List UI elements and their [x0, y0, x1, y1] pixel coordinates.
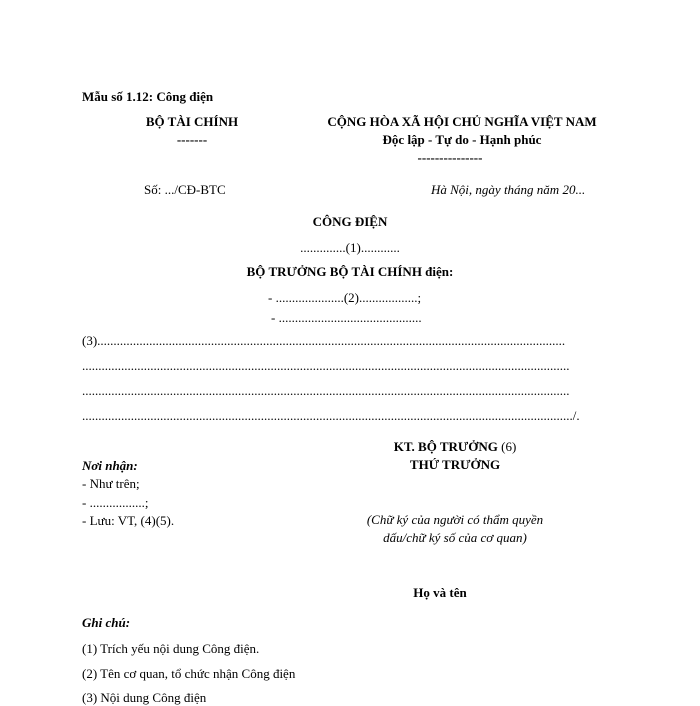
ministry-name: BỘ TÀI CHÍNH	[145, 114, 239, 129]
kt-note: (6)	[501, 439, 517, 454]
content-line-2: ......................................................................................................................................................	[82, 358, 570, 373]
recipients-item: - Như trên;	[82, 476, 140, 491]
note-item: (1) Trích yếu nội dung Công điện.	[82, 641, 260, 656]
recipient-line-2: - ............................................	[271, 310, 422, 325]
document-title: CÔNG ĐIỆN	[312, 214, 388, 229]
place-date: Hà Nội, ngày tháng năm 20...	[431, 182, 586, 197]
motto-rule: ---------------	[417, 150, 483, 165]
recipients-item: - Lưu: VT, (4)(5).	[82, 513, 175, 528]
summary-placeholder: ..............(1)............	[300, 240, 400, 255]
motto: Độc lập - Tự do - Hạnh phúc	[382, 132, 542, 147]
signature-note-2: dấu/chữ ký số của cơ quan)	[383, 530, 527, 545]
note-item: (3) Nội dung Công điện	[82, 690, 207, 705]
content-line-3: ......................................................................................................................................................	[82, 383, 570, 398]
form-label: Mẫu số 1.12: Công điện	[82, 89, 214, 104]
note-item: (2) Tên cơ quan, tổ chức nhận Công điện	[82, 666, 296, 681]
sender-line: BỘ TRƯỞNG BỘ TÀI CHÍNH điện:	[246, 264, 454, 279]
kt-line: KT. BỘ TRƯỞNG	[393, 439, 498, 454]
document-number: Số: .../CĐ-BTC	[144, 182, 226, 197]
signer-name: Họ và tên	[413, 585, 467, 600]
notes-heading: Ghi chú:	[82, 615, 131, 630]
signature-note-1: (Chữ ký của người có thẩm quyền	[366, 512, 544, 527]
content-line-4	[82, 408, 608, 424]
content-line-1: (3)................................................................................................................................................	[82, 333, 566, 348]
kt-block	[340, 439, 570, 455]
country-name: CỘNG HÒA XÃ HỘI CHỦ NGHĨA VIỆT NAM	[327, 114, 597, 129]
recipient-line-1: - .....................(2)..................;	[268, 290, 422, 305]
deputy-title: THỨ TRƯỞNG	[409, 457, 501, 472]
content-line-4-text: ......................................................................................................................................................./.	[82, 408, 580, 423]
recipients-item: - .................;	[82, 495, 149, 510]
recipients-heading: Nơi nhận:	[82, 458, 138, 473]
ministry-rule: -------	[176, 132, 208, 147]
